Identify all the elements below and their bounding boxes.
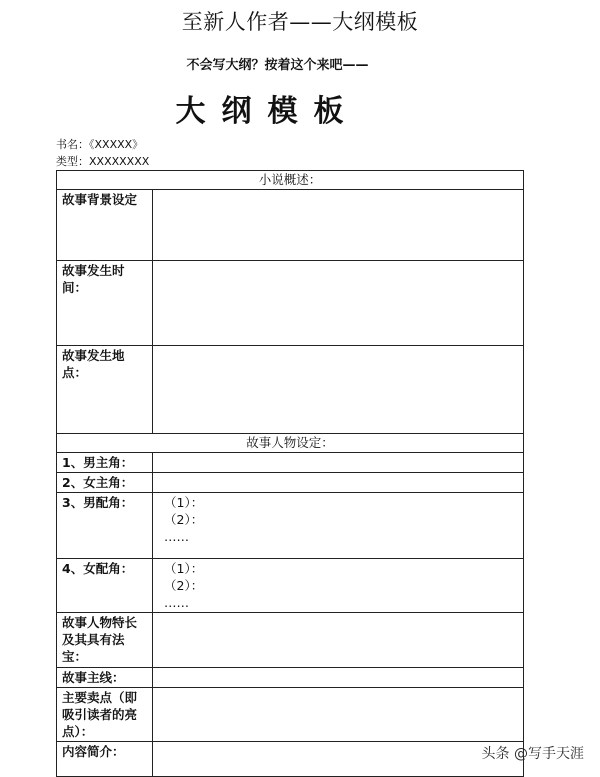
male-support-line-3: ……	[164, 529, 189, 544]
location-label: 故事发生地点：	[57, 346, 153, 434]
main-plot-value-cell[interactable]	[153, 668, 524, 688]
background-value-cell[interactable]	[153, 190, 524, 261]
page-heading: 至新人作者——大纲模板	[181, 10, 419, 34]
location-value-cell[interactable]	[153, 346, 524, 434]
male-lead-label: 1、男主角：	[57, 453, 153, 473]
male-lead-value-cell[interactable]	[153, 453, 524, 473]
background-label: 故事背景设定	[57, 190, 153, 261]
female-lead-value-cell[interactable]	[153, 473, 524, 493]
outline-table	[56, 170, 524, 777]
section-header-row	[57, 171, 524, 190]
female-support-line-3: ……	[164, 595, 189, 610]
characters-header: 故事人物设定：	[57, 434, 524, 453]
male-support-line-2: （2）：	[164, 512, 204, 527]
table-row	[57, 668, 524, 688]
section-header-row	[57, 434, 524, 453]
selling-points-label: 主要卖点（即吸引读者的亮点）：	[57, 688, 153, 742]
abilities-label: 故事人物特长及其具有法宝：	[57, 613, 153, 668]
table-row	[57, 613, 524, 668]
watermark: 头条 @写手天涯	[481, 746, 584, 762]
table-row	[57, 473, 524, 493]
table-row	[57, 190, 524, 261]
time-value-cell[interactable]	[153, 261, 524, 346]
table-row	[57, 688, 524, 742]
male-support-value-cell[interactable]	[153, 493, 524, 559]
female-support-line-2: （2）：	[164, 578, 204, 593]
page-subheading: 不会写大纲？按着这个来吧——	[186, 58, 369, 73]
table-row	[57, 493, 524, 559]
table-row	[57, 453, 524, 473]
male-support-label: 3、男配角：	[57, 493, 153, 559]
time-label: 故事发生时间：	[57, 261, 153, 346]
template-title: 大纲模板	[175, 94, 360, 129]
overview-header: 小说概述：	[57, 171, 524, 190]
female-support-line-1: （1）：	[164, 561, 204, 576]
selling-points-value-cell[interactable]	[153, 688, 524, 742]
book-name-field: 书名：《XXXXX》	[56, 138, 144, 151]
table-row	[57, 346, 524, 434]
male-support-line-1: （1）：	[164, 495, 204, 510]
synopsis-value-cell[interactable]	[153, 742, 524, 777]
synopsis-label: 内容简介：	[57, 742, 153, 777]
female-support-value-cell[interactable]	[153, 559, 524, 613]
main-plot-label: 故事主线：	[57, 668, 153, 688]
table-row	[57, 559, 524, 613]
abilities-value-cell[interactable]	[153, 613, 524, 668]
table-row	[57, 261, 524, 346]
female-support-label: 4、女配角：	[57, 559, 153, 613]
table-row	[57, 742, 524, 777]
female-lead-label: 2、女主角：	[57, 473, 153, 493]
genre-field: 类型：XXXXXXXX	[56, 155, 150, 168]
